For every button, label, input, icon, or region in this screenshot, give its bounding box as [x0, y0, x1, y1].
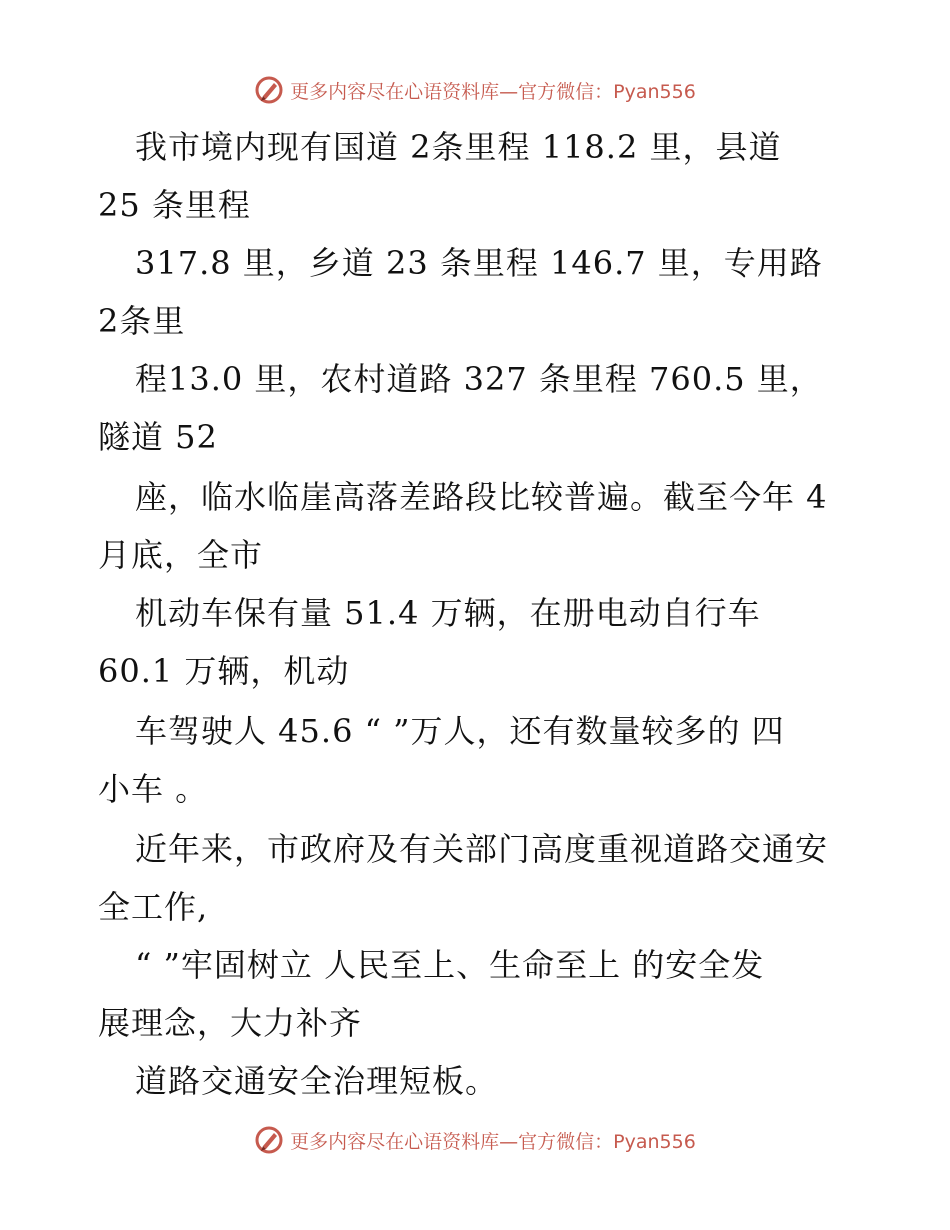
body-line: 近年来，市政府及有关部门高度重视道路交通安 — [135, 830, 829, 868]
body-line: 全工作, — [98, 888, 209, 926]
body-line: 程13.0 里，农村道路 327 条里程 760.5 里， — [135, 360, 823, 398]
header-banner — [0, 70, 950, 110]
body-line: 月底，全市 — [98, 536, 264, 574]
body-line: 车驾驶人 45.6 “ ”万人，还有数量较多的 四 — [135, 712, 785, 750]
pen-logo-icon — [254, 1125, 284, 1155]
footer-banner-label: 更多内容尽在心语资料库—官方微信： — [290, 1130, 614, 1153]
body-line: 我市境内现有国道 2条里程 118.2 里，县道 — [135, 128, 782, 166]
body-line: 60.1 万辆，机动 — [98, 652, 350, 690]
body-line: 道路交通安全治理短板。 — [135, 1062, 499, 1100]
footer-wechat-handle: Pyan556 — [613, 1130, 696, 1153]
body-line: 机动车保有量 51.4 万辆，在册电动自行车 — [135, 594, 761, 632]
footer-banner — [0, 1120, 950, 1160]
header-banner-label: 更多内容尽在心语资料库—官方微信： — [290, 80, 614, 103]
header-banner-text — [290, 77, 696, 104]
pen-logo-icon — [254, 75, 284, 105]
body-line: 座，临水临崖高落差路段比较普遍。截至今年 4 — [135, 478, 828, 516]
body-line: 小车 。 — [98, 770, 209, 808]
body-line: “ ”牢固树立 人民至上、生命至上 的安全发 — [135, 946, 765, 984]
body-line: 25 条里程 — [98, 186, 251, 224]
body-line: 2条里 — [98, 302, 186, 340]
header-wechat-handle: Pyan556 — [613, 80, 696, 103]
body-line: 隧道 52 — [98, 418, 218, 456]
footer-banner-text — [290, 1127, 696, 1154]
body-line: 317.8 里，乡道 23 条里程 146.7 里，专用路 — [135, 244, 823, 282]
body-line: 展理念，大力补齐 — [98, 1004, 363, 1042]
